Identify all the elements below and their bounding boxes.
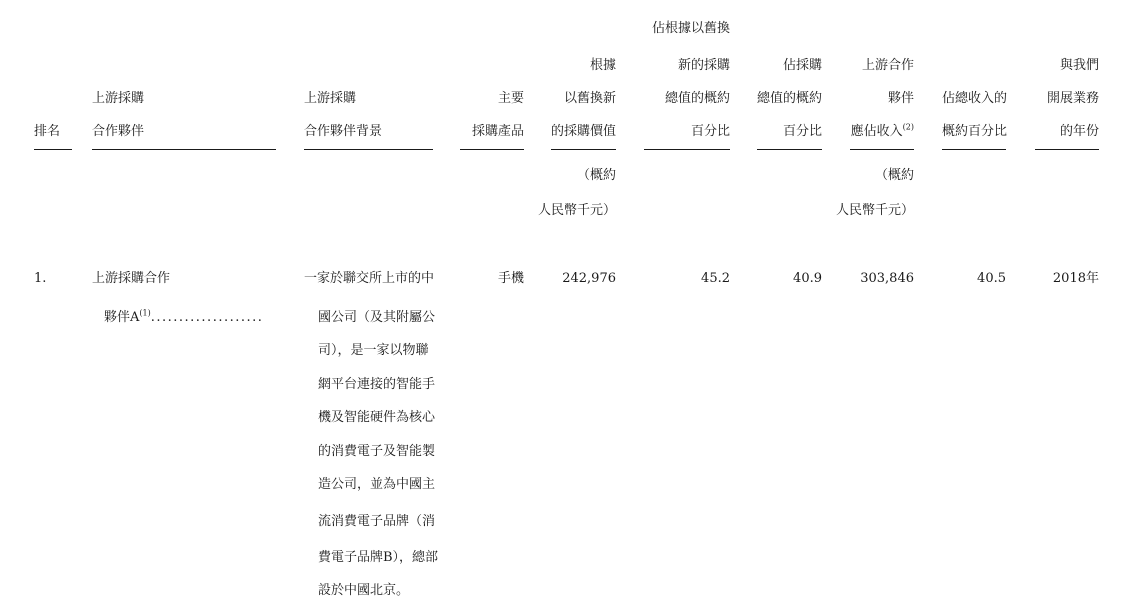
header-revenue-line2: 夥伴 — [887, 91, 914, 106]
header-revenue-unit-line1: （概約 — [874, 168, 914, 183]
row-background-line9: 費電子品牌B），總部 — [318, 550, 439, 565]
row-partner-line2 — [104, 310, 263, 326]
row-background-line10: 設於中國北京。 — [318, 583, 410, 598]
header-product-line2: 採購產品 — [471, 124, 524, 139]
header-pct-revenue-line2: 概約百分比 — [942, 124, 1008, 139]
row-background-line7: 造公司，並為中國主 — [318, 477, 436, 492]
header-revenue-unit-line2: 人民幣千元） — [835, 203, 914, 218]
header-rank: 排名 — [34, 124, 61, 139]
header-pct-tradein-line4: 百分比 — [690, 124, 730, 139]
header-pct-tradein-line1: 佔根據以舊換 — [651, 21, 730, 36]
header-value-line2: 以舊換新 — [563, 91, 616, 106]
header-partner-underline — [92, 149, 276, 150]
header-pct-tradein-line3: 總值的概約 — [664, 91, 730, 106]
row-year-start: 2018年 — [1052, 271, 1099, 286]
header-value-line1: 根據 — [589, 58, 616, 73]
row-background-line1: 一家於聯交所上市的中 — [304, 271, 435, 286]
row-rank: 1. — [34, 271, 47, 286]
row-partner-line1: 上游採購合作 — [92, 271, 171, 286]
row-pct-tradein: 45.2 — [701, 271, 730, 286]
header-partner-line2: 合作夥伴 — [92, 124, 145, 139]
header-year-underline — [1035, 149, 1099, 150]
row-partner-name: 夥伴A — [104, 310, 140, 325]
header-revenue-line3 — [851, 124, 914, 140]
header-value-unit-line1: （概約 — [576, 168, 616, 183]
header-revenue-line1: 上游合作 — [861, 58, 914, 73]
header-value-line3: 的採購價值 — [550, 124, 616, 139]
header-pct-total-line2: 總值的概約 — [756, 91, 822, 106]
row-pct-total: 40.9 — [793, 271, 822, 286]
header-pct-revenue-line1: 佔總收入的 — [942, 91, 1008, 106]
header-year-line3: 的年份 — [1059, 124, 1099, 139]
header-background-line2: 合作夥伴背景 — [304, 124, 383, 139]
header-background-underline — [304, 149, 433, 150]
row-revenue: 303,846 — [860, 271, 914, 286]
header-revenue-footnote: (2) — [902, 122, 914, 132]
row-background-line8: 流消費電子品牌（消 — [318, 514, 436, 529]
header-revenue-underline — [850, 149, 914, 150]
row-background-line2: 國公司（及其附屬公 — [318, 310, 436, 325]
header-rank-underline — [34, 149, 72, 150]
row-background-line4: 網平台連接的智能手 — [318, 377, 436, 392]
header-pct-total-line1: 佔採購 — [782, 58, 822, 73]
row-partner-footnote: (1) — [139, 308, 151, 318]
row-partner-leader-dots: .................... — [150, 310, 264, 325]
row-pct-revenue: 40.5 — [977, 271, 1006, 286]
header-background-line1: 上游採購 — [304, 91, 357, 106]
header-product-underline — [460, 149, 524, 150]
header-pct-revenue-underline — [942, 149, 1006, 150]
header-pct-total-line3: 百分比 — [782, 124, 822, 139]
header-product-line1: 主要 — [497, 91, 524, 106]
header-value-unit-line2: 人民幣千元） — [537, 203, 616, 218]
header-value-underline — [551, 149, 616, 150]
header-partner-line1: 上游採購 — [92, 91, 145, 106]
header-pct-tradein-line2: 新的採購 — [677, 58, 730, 73]
row-background-line6: 的消費電子及智能製 — [318, 444, 436, 459]
header-year-line2: 開展業務 — [1046, 91, 1099, 106]
row-background-line3: 司），是一家以物聯 — [318, 343, 429, 358]
header-pct-total-underline — [757, 149, 822, 150]
row-product: 手機 — [497, 271, 524, 286]
row-background-line5: 機及智能硬件為核心 — [318, 410, 436, 425]
header-year-line1: 與我們 — [1059, 58, 1099, 73]
header-revenue-line3-text: 應佔收入 — [850, 124, 903, 139]
header-pct-tradein-underline — [644, 149, 730, 150]
row-value: 242,976 — [562, 271, 616, 286]
